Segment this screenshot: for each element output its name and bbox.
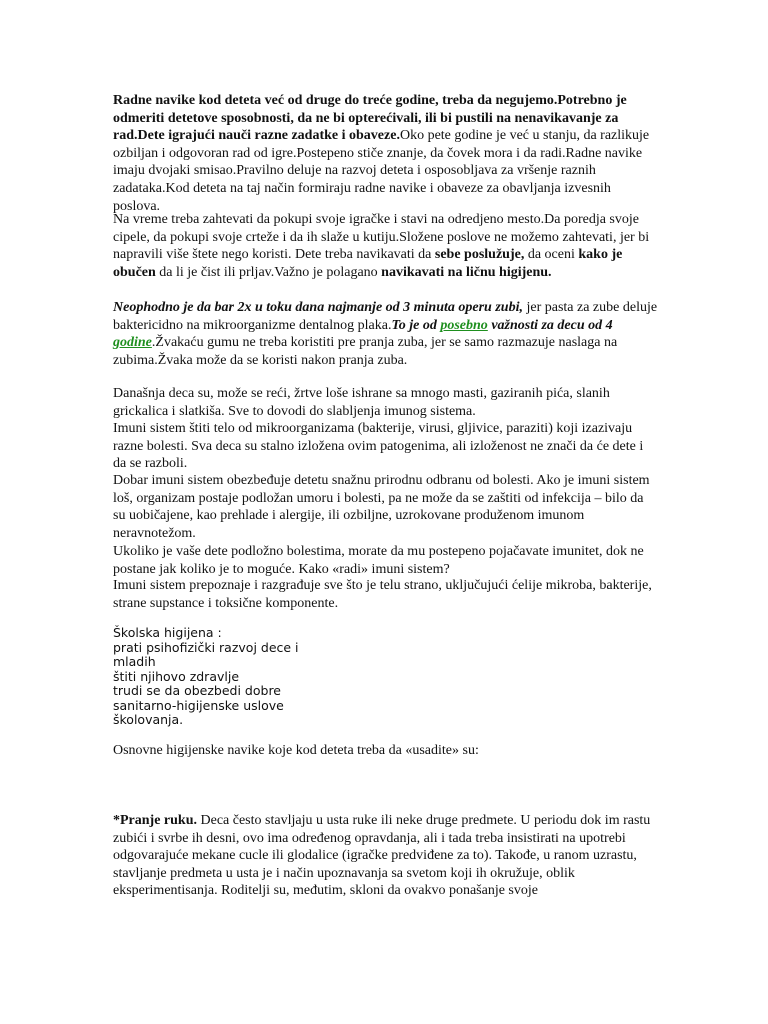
link-godine[interactable]: godine [113,335,152,351]
list-item: štiti njihovo zdravlje [113,668,240,684]
text-span: da oceni [524,247,579,263]
bold-intro: Radne navike kod deteta već od druge do treće godine, treba da negujemo.Potrebno je odmeriti detetove sposobnosti, da ne bi opterećivali, ili bi pustili na nenavikavanje za rad.Dete igrajući nauči razne zadatke i obaveze. [113,93,627,144]
list-item: prati psihofizički razvoj dece i [113,639,299,655]
text-intro: Oko pete godine je već u stanju, da razlikuje ozbiljan i odgovoran rad od igre.Postepeno stiče znanje, da čovek mora i da radi.Radne navike imaju dvojaki smisao.Pravilno deluje na razvoj deteta i osposobljava za vršenje raznih zadataka.Kod deteta na taj način formiraju radne navike i obaveze za obavljanja izvesnih poslova. [113,128,650,214]
text-span: .Žvakaću gumu ne treba koristiti pre pranja zuba, jer se samo razmazuje naslaga na zubima.Žvaka može da se koristi nakon pranja zuba. [113,335,618,368]
school-hygiene-heading: Školska higijena : [113,625,222,640]
list-item: mladih [113,654,156,669]
bold-italic-span: Neophodno je da bar 2x u toku dana najmanje od 3 minuta operu zubi, [113,300,523,315]
text-span: da li je čist ili prljav.Važno je polagano [155,264,382,280]
paragraph-work-habits [113,92,658,215]
bold-italic-span: To je od [391,317,441,333]
handwashing-text: Deca često stavljaju u usta ruke ili neke druge predmete. U periodu dok im rastu zubići i svrbe ih desni, ovo ima određenog opravdanja, ali i tada treba insistirati na upotrebi odgovarajuće mekane cucle ili glodalice (igračke predviđene za to). Takođe, u ranom uzrastu, stavljanje predmeta u usta je i način upoznavanja sa svetom koji ih okružuje, oblik eksperimentisanja. Roditelji su, međutim, skloni da ovakvo ponašanje svoje [113,813,651,899]
paragraph-teeth [113,299,658,369]
list-item: školovanja. [113,712,184,727]
list-item: sanitarno-higijenske uslove [113,697,284,713]
paragraph-strengthen: Ukoliko je vaše dete podložno bolestima, morate da mu postepeno pojačavate imunitet, dok ne postane jak koliko je to moguće. Kako «radi» imuni sistem? [113,544,644,577]
bold-italic-span: važnosti za decu od 4 [487,317,613,333]
paragraph-hygiene-habits [113,211,658,281]
bold-span: navikavati na ličnu higijenu. [381,264,552,280]
bold-span: sebe poslužuje, [434,247,525,263]
paragraph-immune-system: Imuni sistem štiti telo od mikroorganizama (bakterije, virusi, gljivice, paraziti) koji izazivaju razne bolesti. Sva deca su stalno izložena ovim patogenima, ali izloženost ne znači da će dete i da se razboli. [113,421,644,472]
paragraph-nutrition: Današnja deca su, može se reći, žrtve loše ishrane sa mnogo masti, gaziranih pića, slanih grickalica i slatkiša. Sve to dovodi do slabljenja imunog sistema. [113,386,610,419]
bold-span: kako je obučen [113,247,623,280]
paragraph-good-immunity: Dobar imuni sistem obezbeđuje detetu snažnu prirodnu odbranu od bolesti. Ako je imuni sistem loš, organizam postaje podložan umoru i bolesti, pa ne može da se zaštiti od infekcija – bilo da su uobičajene, kao prehlade i alergije, ili ozbiljne, uzrokovane produženom imunom neravnotežom. [113,473,650,541]
paragraph-handwashing [113,812,658,900]
school-hygiene-list [113,626,658,728]
paragraph-basic-habits: Osnovne higijenske navike koje kod deteta treba da «usadite» su: [113,743,479,758]
text-span: jer pasta za zube deluje baktericidno na mikroorganizme dentalnog plaka. [113,300,658,333]
paragraph-recognition: Imuni sistem prepoznaje i razgrađuje sve što je telu strano, uključujući ćelije mikroba, bakterije, strane supstance i toksične komponente. [113,578,652,611]
list-item: trudi se da obezbedi dobre [113,683,281,698]
text-span: Na vreme treba zahtevati da pokupi svoje igračke i stavi na odredjeno mesto.Da poredja svoje cipele, da pokupi svoje crteže i da ih slaže u kutiju.Složene poslove ne možemo zahtevati, jer bi napravili više štete nego koristi. Dete treba navikavati da [113,212,650,263]
handwashing-heading: *Pranje ruku. [113,813,197,828]
link-posebno[interactable]: posebno [440,317,488,333]
